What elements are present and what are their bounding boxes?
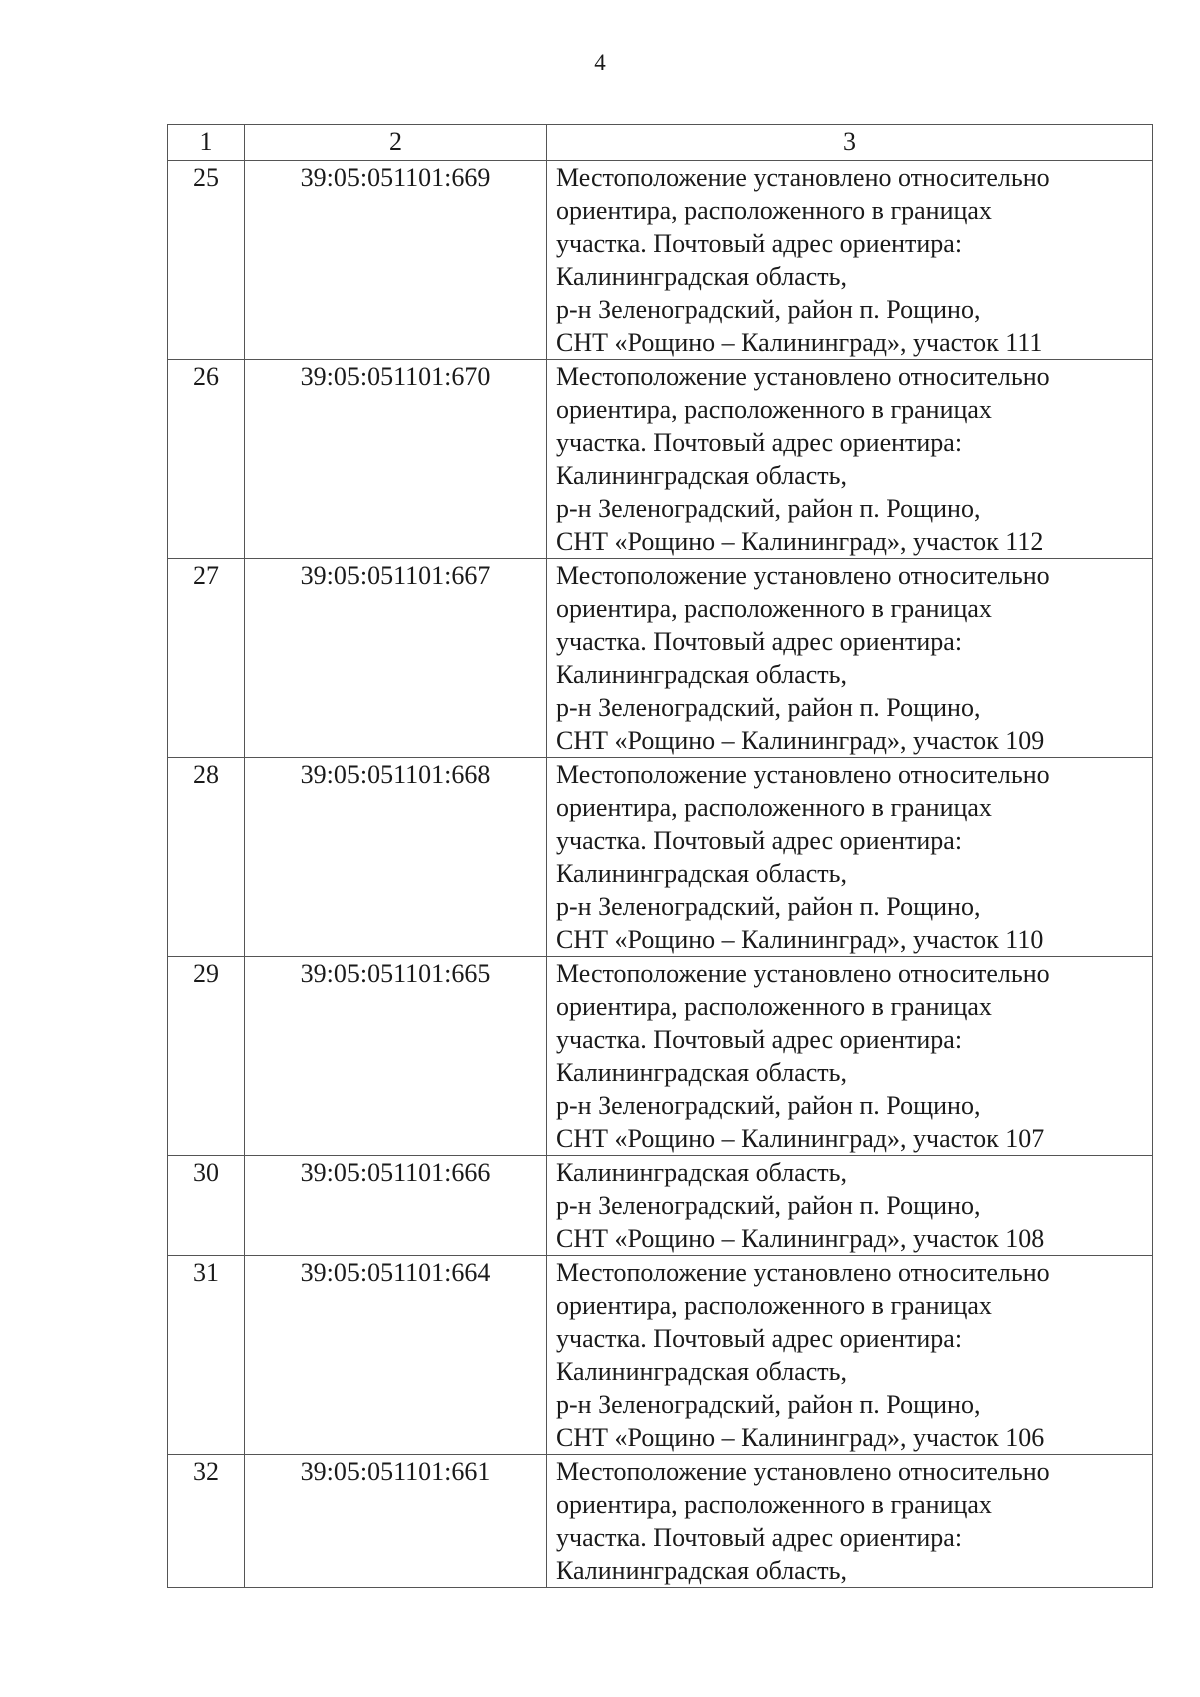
address-line: ориентира, расположенного в границах	[556, 793, 992, 822]
row-number-cell: 27	[168, 559, 245, 758]
address-line: участка. Почтовый адрес ориентира:	[556, 428, 963, 457]
table-row	[168, 1455, 1153, 1588]
address-line: р-н Зеленоградский, район п. Рощино,	[556, 1091, 981, 1120]
address-line: р-н Зеленоградский, район п. Рощино,	[556, 494, 981, 523]
address-line: р-н Зеленоградский, район п. Рощино,	[556, 295, 981, 324]
address-cell	[547, 1455, 1153, 1588]
cadastral-number-cell: 39:05:051101:664	[245, 1256, 547, 1455]
address-line: СНТ «Рощино – Калининград», участок 110	[556, 925, 1044, 954]
address-line: р-н Зеленоградский, район п. Рощино,	[556, 1390, 981, 1419]
address-line: участка. Почтовый адрес ориентира:	[556, 826, 963, 855]
address-line: СНТ «Рощино – Калининград», участок 106	[556, 1423, 1045, 1452]
address-line: СНТ «Рощино – Калининград», участок 107	[556, 1124, 1045, 1153]
address-line: Местоположение установлено относительно	[556, 362, 1050, 391]
cadastral-number-cell: 39:05:051101:670	[245, 360, 547, 559]
row-number-cell: 30	[168, 1156, 245, 1256]
row-number-cell: 28	[168, 758, 245, 957]
table-row	[168, 957, 1153, 1156]
address-line: ориентира, расположенного в границах	[556, 196, 992, 225]
address-line: Местоположение установлено относительно	[556, 1258, 1050, 1287]
address-line: СНТ «Рощино – Калининград», участок 112	[556, 527, 1044, 556]
address-line: ориентира, расположенного в границах	[556, 1490, 992, 1519]
column-header-3: 3	[547, 125, 1153, 161]
address-cell	[547, 360, 1153, 559]
address-line: ориентира, расположенного в границах	[556, 594, 992, 623]
address-line: Калининградская область,	[556, 1357, 847, 1386]
cadastral-number-cell: 39:05:051101:661	[245, 1455, 547, 1588]
table-row	[168, 758, 1153, 957]
table-row	[168, 1256, 1153, 1455]
row-number-cell: 29	[168, 957, 245, 1156]
table-body	[168, 161, 1153, 1588]
address-line: Местоположение установлено относительно	[556, 1457, 1050, 1486]
address-line: ориентира, расположенного в границах	[556, 395, 992, 424]
cadastral-number-cell: 39:05:051101:667	[245, 559, 547, 758]
address-line: участка. Почтовый адрес ориентира:	[556, 1025, 963, 1054]
table-row	[168, 1156, 1153, 1256]
table-row	[168, 360, 1153, 559]
table-row	[168, 559, 1153, 758]
table-row	[168, 161, 1153, 360]
address-line: участка. Почтовый адрес ориентира:	[556, 1523, 963, 1552]
table-header-row	[168, 125, 1153, 161]
address-line: Местоположение установлено относительно	[556, 760, 1050, 789]
address-line: СНТ «Рощино – Калининград», участок 108	[556, 1224, 1045, 1253]
address-line: Местоположение установлено относительно	[556, 959, 1050, 988]
address-line: Калининградская область,	[556, 461, 847, 490]
cadastral-number-cell: 39:05:051101:665	[245, 957, 547, 1156]
address-line: Калининградская область,	[556, 660, 847, 689]
address-line: Калининградская область,	[556, 1556, 847, 1585]
address-cell	[547, 957, 1153, 1156]
address-line: Калининградская область,	[556, 1058, 847, 1087]
cadastral-number-cell: 39:05:051101:669	[245, 161, 547, 360]
address-cell	[547, 559, 1153, 758]
address-cell	[547, 758, 1153, 957]
address-cell	[547, 161, 1153, 360]
address-line: Местоположение установлено относительно	[556, 163, 1050, 192]
address-line: Местоположение установлено относительно	[556, 561, 1050, 590]
row-number-cell: 25	[168, 161, 245, 360]
address-line: СНТ «Рощино – Калининград», участок 111	[556, 328, 1043, 357]
address-line: Калининградская область,	[556, 1158, 847, 1187]
address-line: СНТ «Рощино – Калининград», участок 109	[556, 726, 1045, 755]
address-line: р-н Зеленоградский, район п. Рощино,	[556, 1191, 981, 1220]
address-cell	[547, 1256, 1153, 1455]
cadastral-number-cell: 39:05:051101:668	[245, 758, 547, 957]
row-number-cell: 26	[168, 360, 245, 559]
address-line: р-н Зеленоградский, район п. Рощино,	[556, 693, 981, 722]
address-line: участка. Почтовый адрес ориентира:	[556, 627, 963, 656]
row-number-cell: 31	[168, 1256, 245, 1455]
page-number: 4	[594, 50, 606, 75]
cadastral-number-cell: 39:05:051101:666	[245, 1156, 547, 1256]
row-number-cell: 32	[168, 1455, 245, 1588]
address-line: ориентира, расположенного в границах	[556, 1291, 992, 1320]
address-line: участка. Почтовый адрес ориентира:	[556, 1324, 963, 1353]
address-line: ориентира, расположенного в границах	[556, 992, 992, 1021]
address-cell	[547, 1156, 1153, 1256]
address-line: Калининградская область,	[556, 262, 847, 291]
address-line: участка. Почтовый адрес ориентира:	[556, 229, 963, 258]
column-header-1: 1	[168, 125, 245, 161]
land-plots-table	[167, 124, 1153, 1588]
column-header-2: 2	[245, 125, 547, 161]
address-line: Калининградская область,	[556, 859, 847, 888]
address-line: р-н Зеленоградский, район п. Рощино,	[556, 892, 981, 921]
